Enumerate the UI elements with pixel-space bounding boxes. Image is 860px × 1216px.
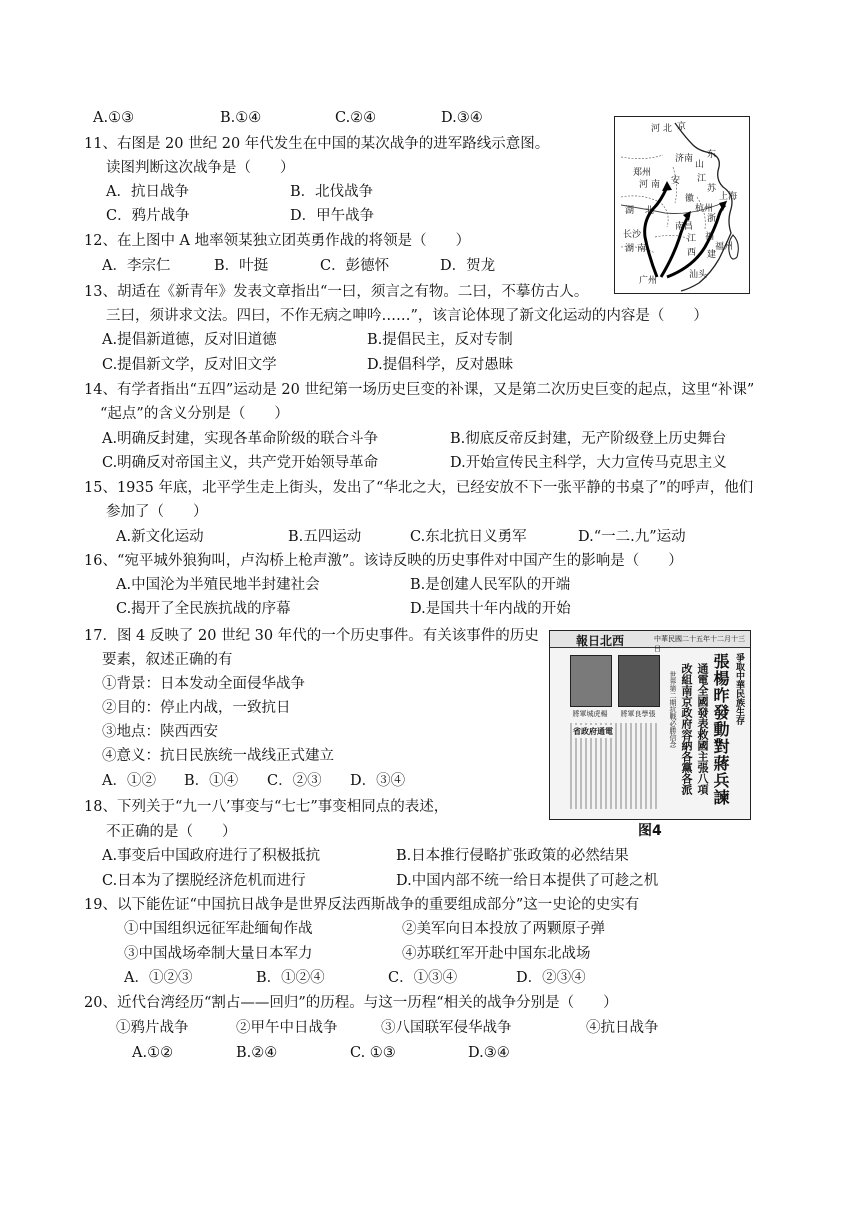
northern-expedition-map [614, 116, 750, 294]
option-d: D．贺龙 [440, 258, 496, 274]
newspaper-headline: 改組南京政府容納各黨各派 [680, 663, 693, 795]
map-label: 济南 [675, 154, 694, 164]
option-c: C．鸦片战争 [106, 208, 190, 224]
q17-item: ④意义：抗日民族统一战线正式建立 [102, 748, 334, 764]
q20-item: ④抗日战争 [586, 1020, 659, 1036]
map-label: 江 [697, 174, 707, 184]
option-a: A．抗日战争 [106, 184, 189, 200]
question-17: 17．图 4 反映了 20 世纪 30 年代的一个历史事件。有关该事件的历史 [84, 628, 539, 644]
map-label: 杭州 [695, 204, 714, 214]
map-label: 京 [677, 122, 687, 132]
newspaper-header-bar [550, 631, 750, 653]
q19-item: ②美军向日本投放了两颗原子弹 [402, 921, 605, 937]
option-d: D.“一二.九”运动 [578, 529, 686, 545]
option-c: C．②③ [267, 773, 322, 789]
question-14-stem: “起点”的含义分别是（ ） [100, 406, 289, 422]
option-c: C．彭德怀 [320, 258, 390, 274]
map-label: 广州 [639, 276, 658, 286]
option-b: B.②④ [236, 1045, 278, 1061]
option-b: B．①②④ [256, 970, 325, 986]
option-c: C.东北抗日义勇军 [410, 529, 527, 545]
question-15: 15、1935 年底，北平学生走上街头，发出了“华北之大，已经安放不下一张平静的书桌了”的呼声，他们 [84, 480, 754, 496]
map-label: 福州 [715, 242, 734, 252]
q20-item: ②甲午中日战争 [236, 1020, 338, 1036]
option-d: D.开始宣传民主科学，大力宣传马克思主义 [450, 455, 727, 471]
option-a: A．①② [102, 773, 156, 789]
option-b: B.日本推行侵略扩张政策的必然结果 [396, 848, 629, 864]
map-label: 河 [639, 180, 649, 190]
option-c: C．①③④ [388, 970, 458, 986]
option-b: B.①④ [220, 110, 262, 126]
option-d: D.③④ [468, 1045, 510, 1061]
option-d: D.提倡科学，反对愚昧 [367, 357, 514, 373]
q17-item: ③地点：陕西西安 [102, 724, 218, 740]
question-16: 16、“宛平城外狼狗叫，卢沟桥上枪声激”。该诗反映的历史事件对中国产生的影响是（ ） [84, 553, 683, 569]
portrait-caption: 將軍良學張 [620, 710, 656, 718]
option-b: B.是创建人民军队的开端 [410, 577, 571, 593]
question-12: 12、在上图中 A 地率领某独立团英勇作战的将领是（ ） [84, 233, 471, 249]
map-label: 汕头 [689, 270, 708, 280]
map-label: 南昌 [675, 222, 694, 232]
newspaper-headline: 張楊昨發動對蔣兵諫 [711, 653, 730, 806]
newspaper-masthead: 報日北西 [576, 634, 625, 648]
option-a: A.事变后中国政府进行了积极抵抗 [102, 848, 321, 864]
map-label: 建 [707, 250, 717, 260]
map-label: 西 [687, 248, 697, 258]
question-17-stem: 要素，叙述正确的有 [102, 652, 233, 668]
option-b: B．叶挺 [214, 258, 269, 274]
question-19: 19、以下能佐证“中国抗日战争是世界反法西斯战争的重要组成部分”这一史论的史实有 [84, 897, 640, 913]
map-label: 安 [671, 176, 681, 186]
question-18: 18、下列关于“九一八’事变与“七七”事变相同点的表述， [84, 799, 449, 815]
option-c: C.明确反对帝国主义，共产党开始领导革命 [102, 455, 379, 471]
newspaper-kicker: 爭取中華民族生存 [734, 653, 744, 725]
q19-item: ①中国组织远征军赴缅甸作战 [124, 921, 313, 937]
map-label: 郑州 [633, 168, 652, 178]
option-a: A．李宗仁 [102, 258, 171, 274]
question-13-stem: 三曰，须讲求文法。四曰，不作无病之呻吟……”，该言论体现了新文化运动的内容是（ ） [106, 308, 708, 324]
map-label: 北 [663, 124, 673, 134]
portrait-photo [570, 655, 612, 707]
portrait-caption: 將軍城虎楊 [572, 710, 608, 718]
option-d: D.中国内部不统一给日本提供了可趁之机 [396, 873, 659, 889]
option-c: C.提倡新文学，反对旧文学 [102, 357, 277, 373]
article-notice: 省政府通電 [573, 726, 613, 736]
question-14: 14、有学者指出“五四”运动是 20 世纪第一场历史巨变的补课，又是第二次历史巨变的起点，这里“补课” [84, 382, 755, 398]
question-15-stem: 参加了（ ） [106, 504, 208, 520]
map-label: 南 [651, 180, 661, 190]
newspaper-date-line: 中華民國二十五年十二月十三日 [654, 635, 745, 653]
q20-item: ③八国联军侵华战争 [381, 1020, 512, 1036]
map-label: 山 [695, 160, 705, 170]
question-11-stem: 读图判断这次战争是（ ） [106, 160, 295, 176]
map-label: 北 [645, 206, 655, 216]
map-label: 江 [687, 234, 697, 244]
question-11: 11、右图是 20 世纪 20 年代发生在中国的某次战争的进军路线示意图。 [84, 136, 550, 152]
map-label: 苏 [707, 184, 717, 194]
option-c: C. ①③ [350, 1045, 396, 1061]
option-a: A.新文化运动 [116, 529, 204, 545]
option-c: C.日本为了摆脱经济危机而进行 [102, 873, 306, 889]
option-a: A.提倡新道德，反对旧道德 [102, 332, 277, 348]
option-a: A.①② [132, 1045, 174, 1061]
map-label: 湖 [625, 206, 635, 216]
map-label: 河 [651, 124, 661, 134]
option-b: B.彻底反帝反封建，无产阶级登上历史舞台 [450, 431, 727, 447]
question-13: 13、胡适在《新青年》发表文章指出“一曰，须言之有物。二曰，不摹仿古人。 [84, 284, 589, 300]
map-label: 湖 [625, 244, 635, 254]
map-label: 东 [707, 150, 717, 160]
option-d: D．甲午战争 [290, 208, 375, 224]
option-b: B.五四运动 [288, 529, 362, 545]
option-b: B．①④ [184, 773, 239, 789]
option-d: D．②③④ [516, 970, 586, 986]
option-a: A.①③ [93, 110, 135, 126]
q20-item: ①鸦片战争 [116, 1020, 189, 1036]
option-d: D.③④ [441, 110, 483, 126]
q17-item: ②目的：停止内战，一致抗日 [102, 700, 291, 716]
option-a: A．①②③ [124, 970, 193, 986]
option-d: D．③④ [350, 773, 406, 789]
option-b: B．北伐战争 [290, 184, 374, 200]
newspaper-subhead: 世界第二期抗戰必勝信念 [669, 671, 677, 748]
question-18-stem: 不正确的是（ ） [106, 824, 237, 840]
q19-item: ④苏联红军开赴中国东北战场 [402, 946, 591, 962]
map-label: 上海 [719, 192, 738, 202]
option-d: D.是国共十年内战的开始 [410, 601, 571, 617]
map-label: 福 [705, 232, 715, 242]
option-a: A.中国沦为半殖民地半封建社会 [116, 577, 320, 593]
map-label: 长沙 [623, 230, 642, 240]
map-graphic [615, 117, 749, 293]
option-c: C.揭开了全民族抗战的序幕 [116, 601, 291, 617]
figure-4-caption: 图4 [638, 823, 662, 839]
option-a: A.明确反封建，实现各革命阶级的联合斗争 [102, 431, 379, 447]
option-c: C.②④ [335, 110, 377, 126]
q19-item: ③中国战场牵制大量日本军力 [124, 946, 313, 962]
map-label: 浙 [707, 214, 717, 224]
map-label: 徽 [685, 194, 695, 204]
option-b: B.提倡民主，反对专制 [367, 332, 513, 348]
question-20: 20、近代台湾经历“割占——回归”的历程。与这一历程“相关的战争分别是（ ） [84, 995, 618, 1011]
newspaper-headline: 通電全國發表救國主張八項 [696, 663, 709, 795]
newspaper-figure [549, 630, 751, 820]
portrait-photo [618, 655, 660, 707]
map-label: 南 [637, 244, 647, 254]
q17-item: ①背景：日本发动全面侵华战争 [102, 676, 305, 692]
